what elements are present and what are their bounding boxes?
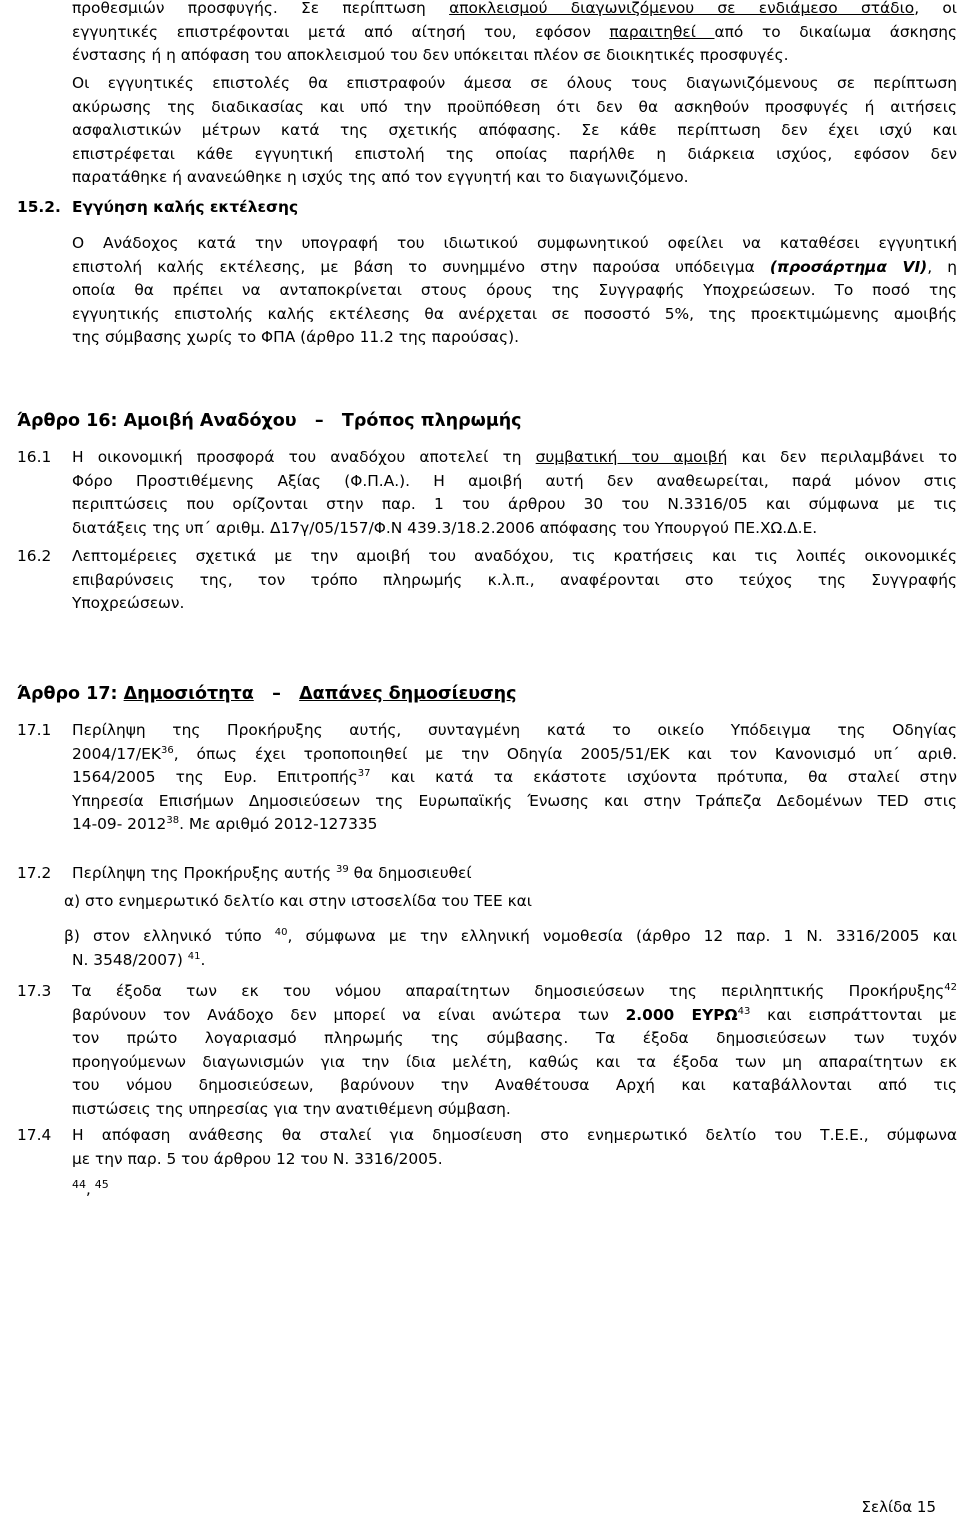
text-line: Η απόφαση ανάθεσης θα σταλεί για δημοσίευση στο ενημερωτικό δελτίο του Τ.Ε.Ε., σύμφωνα [72, 1126, 957, 1144]
text-line: Υπηρεσία Επισήμων Δημοσιεύσεων της Ευρωπαϊκής Ένωσης και στην Τράπεζα Δεδομένων TED στις [72, 791, 957, 810]
text-line: Ο Ανάδοχος κατά την υπογραφή του ιδιωτικού συμφωνητικού οφείλει να καταθέσει εγγυητική [72, 234, 957, 252]
text-line: επιστολή καλής εκτέλεσης, με βάση το συνημμένο στην παρούσα υπόδειγμα (προσάρτημα VI), η [72, 257, 957, 276]
text-line: επιστρέφεται κάθε εγγυητική επιστολή της οποίας παρήλθε η διάρκεια ισχύος, εφόσον δεν [72, 144, 957, 163]
text-line: περιπτώσεις που ορίζονται στην παρ. 1 του άρθρου 30 του Ν.3316/05 και σύμφωνα με τις [72, 495, 957, 513]
article-17-heading: Άρθρο 17: Δημοσιότητα – Δαπάνες δημοσίευσης [17, 684, 517, 704]
item-17-1 [72, 719, 957, 837]
text-line: οποία θα πρέπει να ανταποκρίνεται στους όρους της Συγγραφής Υποχρεώσεων. Το ποσό της [72, 281, 957, 299]
text-line: ένστασης ή η απόφαση του αποκλεισμού του δεν υπόκειται πλέον σε διοικητικές προσφυγές. [72, 46, 789, 64]
text-line: β) στον ελληνικό τύπο $^{40}$, σύμφωνα με την ελληνική νομοθεσία (άρθρο 12 παρ. 1 Ν. 3316/2005 και [64, 926, 957, 945]
underlined-text: αποκλεισμού διαγωνιζόμενου σε ενδιάμεσο στάδιο [449, 0, 915, 17]
text-line: του νόμου δημοσιεύσεων, βαρύνουν την Αναθέτουσα Αρχή και καταβάλλονται από τις [72, 1076, 957, 1094]
appendix-reference: (προσάρτημα VI) [769, 257, 928, 276]
text-line: Τα έξοδα των εκ του νόμου απαραίτητων δημοσιεύσεων της περιληπτικής Προκήρυξης$^{42}$ [72, 981, 957, 1000]
footnote-ref: 43 [737, 1005, 751, 1017]
item-number: 17.2 [17, 864, 52, 882]
text-line: 1564/2005 της Ευρ. Επιτροπής$^{37}$ και κατά τα εκάστοτε ισχύοντα πρότυπα, θα σταλεί στην [72, 767, 957, 786]
section-number: 15.2. [17, 198, 61, 216]
item-16-1 [72, 446, 957, 540]
item-16-2 [72, 545, 957, 616]
item-number: 17.4 [17, 1126, 52, 1144]
page-number: Σελίδα 15 [861, 1498, 936, 1516]
text-line: Περίληψη της Προκήρυξης αυτής, συνταγμένη κατά το οικείο Υπόδειγμα της Οδηγίας [72, 721, 957, 739]
footnote-ref: 36 [160, 744, 174, 756]
text-line: με την παρ. 5 του άρθρου 12 του Ν. 3316/2005. [72, 1149, 443, 1168]
footnote-ref: 38 [166, 814, 180, 826]
text-line: προηγούμενων διαγωνισμών για την ίδια μελέτη, καθώς και τα έξοδα των μη απαραίτητων εκ [72, 1052, 957, 1071]
footnote-ref: 40 [274, 926, 288, 938]
underlined-text: συμβατική του αμοιβή [535, 448, 728, 466]
item-17-2-b [64, 925, 957, 972]
text-line: Η οικονομική προσφορά του αναδόχου αποτελεί τη συμβατική του αμοιβή και δεν περιλαμβάνει το [72, 448, 957, 466]
text-line: Ν. 3548/2007) $^{41}$. [72, 950, 206, 969]
text-line: τον πρώτο λογαριασμό πληρωμής της σύμβασης. Τα έξοδα δημοσιεύσεων των τυχόν [72, 1029, 957, 1047]
text-line: Λεπτομέρειες σχετικά με την αμοιβή του αναδόχου, τις κρατήσεις και τις λοιπές οικονομικές [72, 547, 957, 565]
text-line: βαρύνουν τον Ανάδοχο δεν μπορεί να είναι ανώτερα των 2.000 ΕΥΡΩ$^{43}$ και εισπράττονται με [72, 1005, 957, 1024]
footnote-ref: 41 [187, 950, 201, 962]
text-line: ακύρωσης της διαδικασίας και υπό την προϋπόθεση ότι δεν θα ασκηθούν προσφυγές ή αιτήσεις [72, 97, 957, 116]
text-line: Περίληψη της Προκήρυξης αυτής $^{39}$ θα δημοσιευθεί [72, 863, 472, 882]
footnote-refs: 44, 45 [72, 1178, 109, 1198]
text-line: παρατάθηκε ή ανανεώθηκε η ισχύς της από τον εγγυητή και το διαγωνιζόμενο. [72, 168, 689, 186]
text-line: επιβαρύνσεις της, τον τρόπο πληρωμής κ.λ.π., αναφέρονται στο τεύχος της Συγγραφής [72, 570, 957, 589]
footnote-ref: 37 [357, 767, 371, 779]
text-line: εγγυητικές επιστρέφονται μετά από αίτησή του, εφόσον παραιτηθεί από το δικαίωμα άσκησης [72, 22, 957, 41]
section-15-2-body [72, 232, 957, 350]
text-line: διατάξεις της υπ΄ αριθμ. Δ17γ/05/157/Φ.Ν 439.3/18.2.2006 απόφασης του Υπουργού ΠΕ.ΧΩ.Δ.Ε. [72, 518, 818, 537]
text-line: 14-09- 2012$^{38}$. Με αριθμό 2012-127335 [72, 814, 378, 833]
item-17-4 [72, 1124, 957, 1171]
item-number: 17.3 [17, 982, 52, 1000]
amount: 2.000 ΕΥΡΩ [625, 1005, 738, 1024]
text-line: Οι εγγυητικές επιστολές θα επιστραφούν άμεσα σε όλους τους διαγωνιζόμενους σε περίπτωση [72, 74, 957, 92]
item-17-2-intro [72, 862, 957, 886]
text-line: Φόρο Προστιθέμενης Αξίας (Φ.Π.Α.). Η αμοιβή αυτή δεν αναθεωρείται, παρά μόνον στις [72, 471, 957, 490]
intro-paragraph-1 [72, 0, 957, 68]
text-line: Υποχρεώσεων. [72, 594, 185, 612]
text-line: της σύμβασης χωρίς το ΦΠΑ (άρθρο 11.2 της παρούσας). [72, 328, 520, 346]
item-number: 16.1 [17, 448, 52, 466]
article-16-heading: Άρθρο 16: Αμοιβή Αναδόχου – Τρόπος πληρωμής [17, 411, 522, 431]
text-line: 2004/17/ΕΚ$^{36}$, όπως έχει τροποποιηθεί με την Οδηγία 2005/51/ΕΚ και τον Κανονισμό υπ΄ αριθ. [72, 744, 957, 763]
text-line: ασφαλιστικών μέτρων κατά της σχετικής απόφασης. Σε κάθε περίπτωση δεν έχει ισχύ και [72, 121, 957, 139]
intro-paragraph-2 [72, 72, 957, 190]
item-17-2-a [64, 890, 957, 914]
text-line: πιστώσεις της υπηρεσίας για την ανατιθέμενη σύμβαση. [72, 1099, 511, 1118]
text-line: α) στο ενημερωτικό δελτίο και στην ιστοσελίδα του ΤΕΕ και [64, 892, 533, 910]
item-number: 17.1 [17, 721, 52, 739]
item-number: 16.2 [17, 547, 52, 565]
text-line: εγγυητικής επιστολής καλής εκτέλεσης θα ανέρχεται σε ποσοστό 5%, της προεκτιμώμενης αμοιβής [72, 304, 957, 323]
underlined-text: παραιτηθεί [609, 22, 715, 41]
section-title: Εγγύηση καλής εκτέλεσης [72, 198, 299, 216]
footnote-ref: 42 [944, 981, 957, 993]
text-line: προθεσμιών προσφυγής. Σε περίπτωση αποκλεισμού διαγωνιζόμενου σε ενδιάμεσο στάδιο, οι [72, 0, 957, 17]
footnote-ref: 39 [336, 863, 349, 875]
item-17-3 [72, 980, 957, 1121]
